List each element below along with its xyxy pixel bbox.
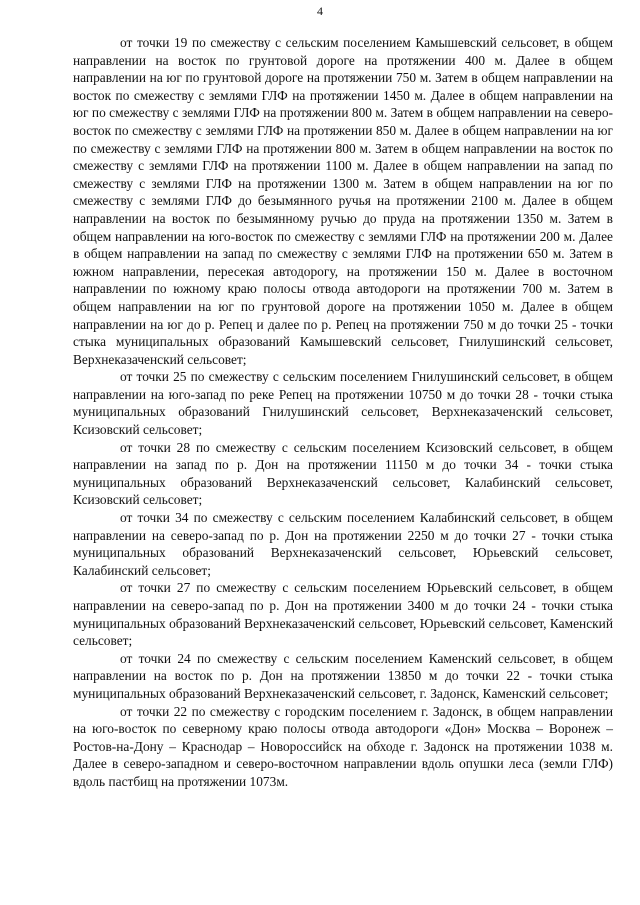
boundary-paragraph-point-19: от точки 19 по смежеству с сельским поселением Камышевский сельсовет, в общем направлении на восток по грунтовой дороге на протяжении 400 м. Далее в общем направлении на юг по грунтовой дороге на протяжении 750 м. Затем в общем направлении на восток по смежеству с землями ГЛФ на протяжении 1450 м. Далее в общем направлении на юг по смежеству с землями ГЛФ на протяжении 800 м. Затем в общем направлении на северо-восток по смежеству с землями ГЛФ на протяжении 850 м. Далее в общем направлении на юг по смежеству с землями ГЛФ на протяжении 800 м. Затем в общем направлении на восток по смежеству с землями ГЛФ на протяжении 1100 м. Далее в общем направлении на запад по смежеству с землями ГЛФ на протяжении 1300 м. Затем в общем направлении на юг по смежеству с землями ГЛФ до безымянного ручья на протяжении 2100 м. Далее в общем направлении на восток по безымянному ручью до пруда на протяжении 1350 м. Затем в общем направлении на юго-восток по смежеству с землями ГЛФ на протяжении 200 м. Далее в общем направлении на запад по смежеству с землями ГЛФ на протяжении 650 м. Затем в южном направлении, пересекая автодорогу, на протяжении 150 м. Далее в восточном направлении по южному краю полосы отвода автодороги на протяжении 700 м. Затем в общем направлении на юг по грунтовой дороге на протяжении 1050 м. Далее в общем направлении на юг до р. Репец и далее по р. Репец на протяжении 750 м до точки 25 - точки стыка муниципальных образований Камышевский сельсовет, Гнилушинский сельсовет, Верхнеказаченский сельсовет; <box>73 35 613 367</box>
boundary-paragraph-point-27: от точки 27 по смежеству с сельским поселением Юрьевский сельсовет, в общем направлении на северо-запад по р. Дон на протяжении 3400 м до точки 24 - точки стыка муниципальных образований Верхнеказаченский сельсовет, Юрьевский сельсовет, Каменский сельсовет; <box>73 580 613 649</box>
page-number: 4 <box>317 4 323 18</box>
boundary-paragraph-point-28: от точки 28 по смежеству с сельским поселением Ксизовский сельсовет, в общем направлении на запад по р. Дон на протяжении 11150 м до точки 34 - точки стыка муниципальных образований Верхнеказаченский сельсовет, Калабинский сельсовет, Ксизовский сельсовет; <box>73 439 613 508</box>
boundary-paragraph-point-34: от точки 34 по смежеству с сельским поселением Калабинский сельсовет, в общем направлении на северо-запад по р. Дон на протяжении 2250 м до точки 27 - точки стыка муниципальных образований Верхнеказаченский сельсовет, Юрьевский сельсовет, Калабинский сельсовет; <box>73 510 613 578</box>
boundary-paragraph-point-24: от точки 24 по смежеству с сельским поселением Каменский сельсовет, в общем направлении на восток по р. Дон на протяжении 13850 м до точки 22 - точки стыка муниципальных образований Верхнеказаченский сельсовет, г. Задонск, Каменский сельсовет; <box>73 650 613 701</box>
boundary-paragraph-point-25: от точки 25 по смежеству с сельским поселением Гнилушинский сельсовет, в общем направлении на юго-запад по реке Репец на протяжении 10750 м до точки 28 - точки стыка муниципальных образований Гнилушинский сельсовет, Верхнеказаченский сельсовет, Ксизовский сельсовет; <box>73 369 613 438</box>
boundary-paragraph-point-22: от точки 22 по смежеству с городским поселением г. Задонск, в общем направлении на юго-восток по северному краю полосы отвода автодороги «Дон» Москва – Воронеж – Ростов-на-Дону – Краснодар – Новороссийск на обходе г. Задонск на протяжении 1038 м. Далее в северо-западном и северо-восточном направлении вдоль опушки леса (земли ГЛФ) вдоль пастбищ на протяжении 1073м. <box>73 703 613 789</box>
